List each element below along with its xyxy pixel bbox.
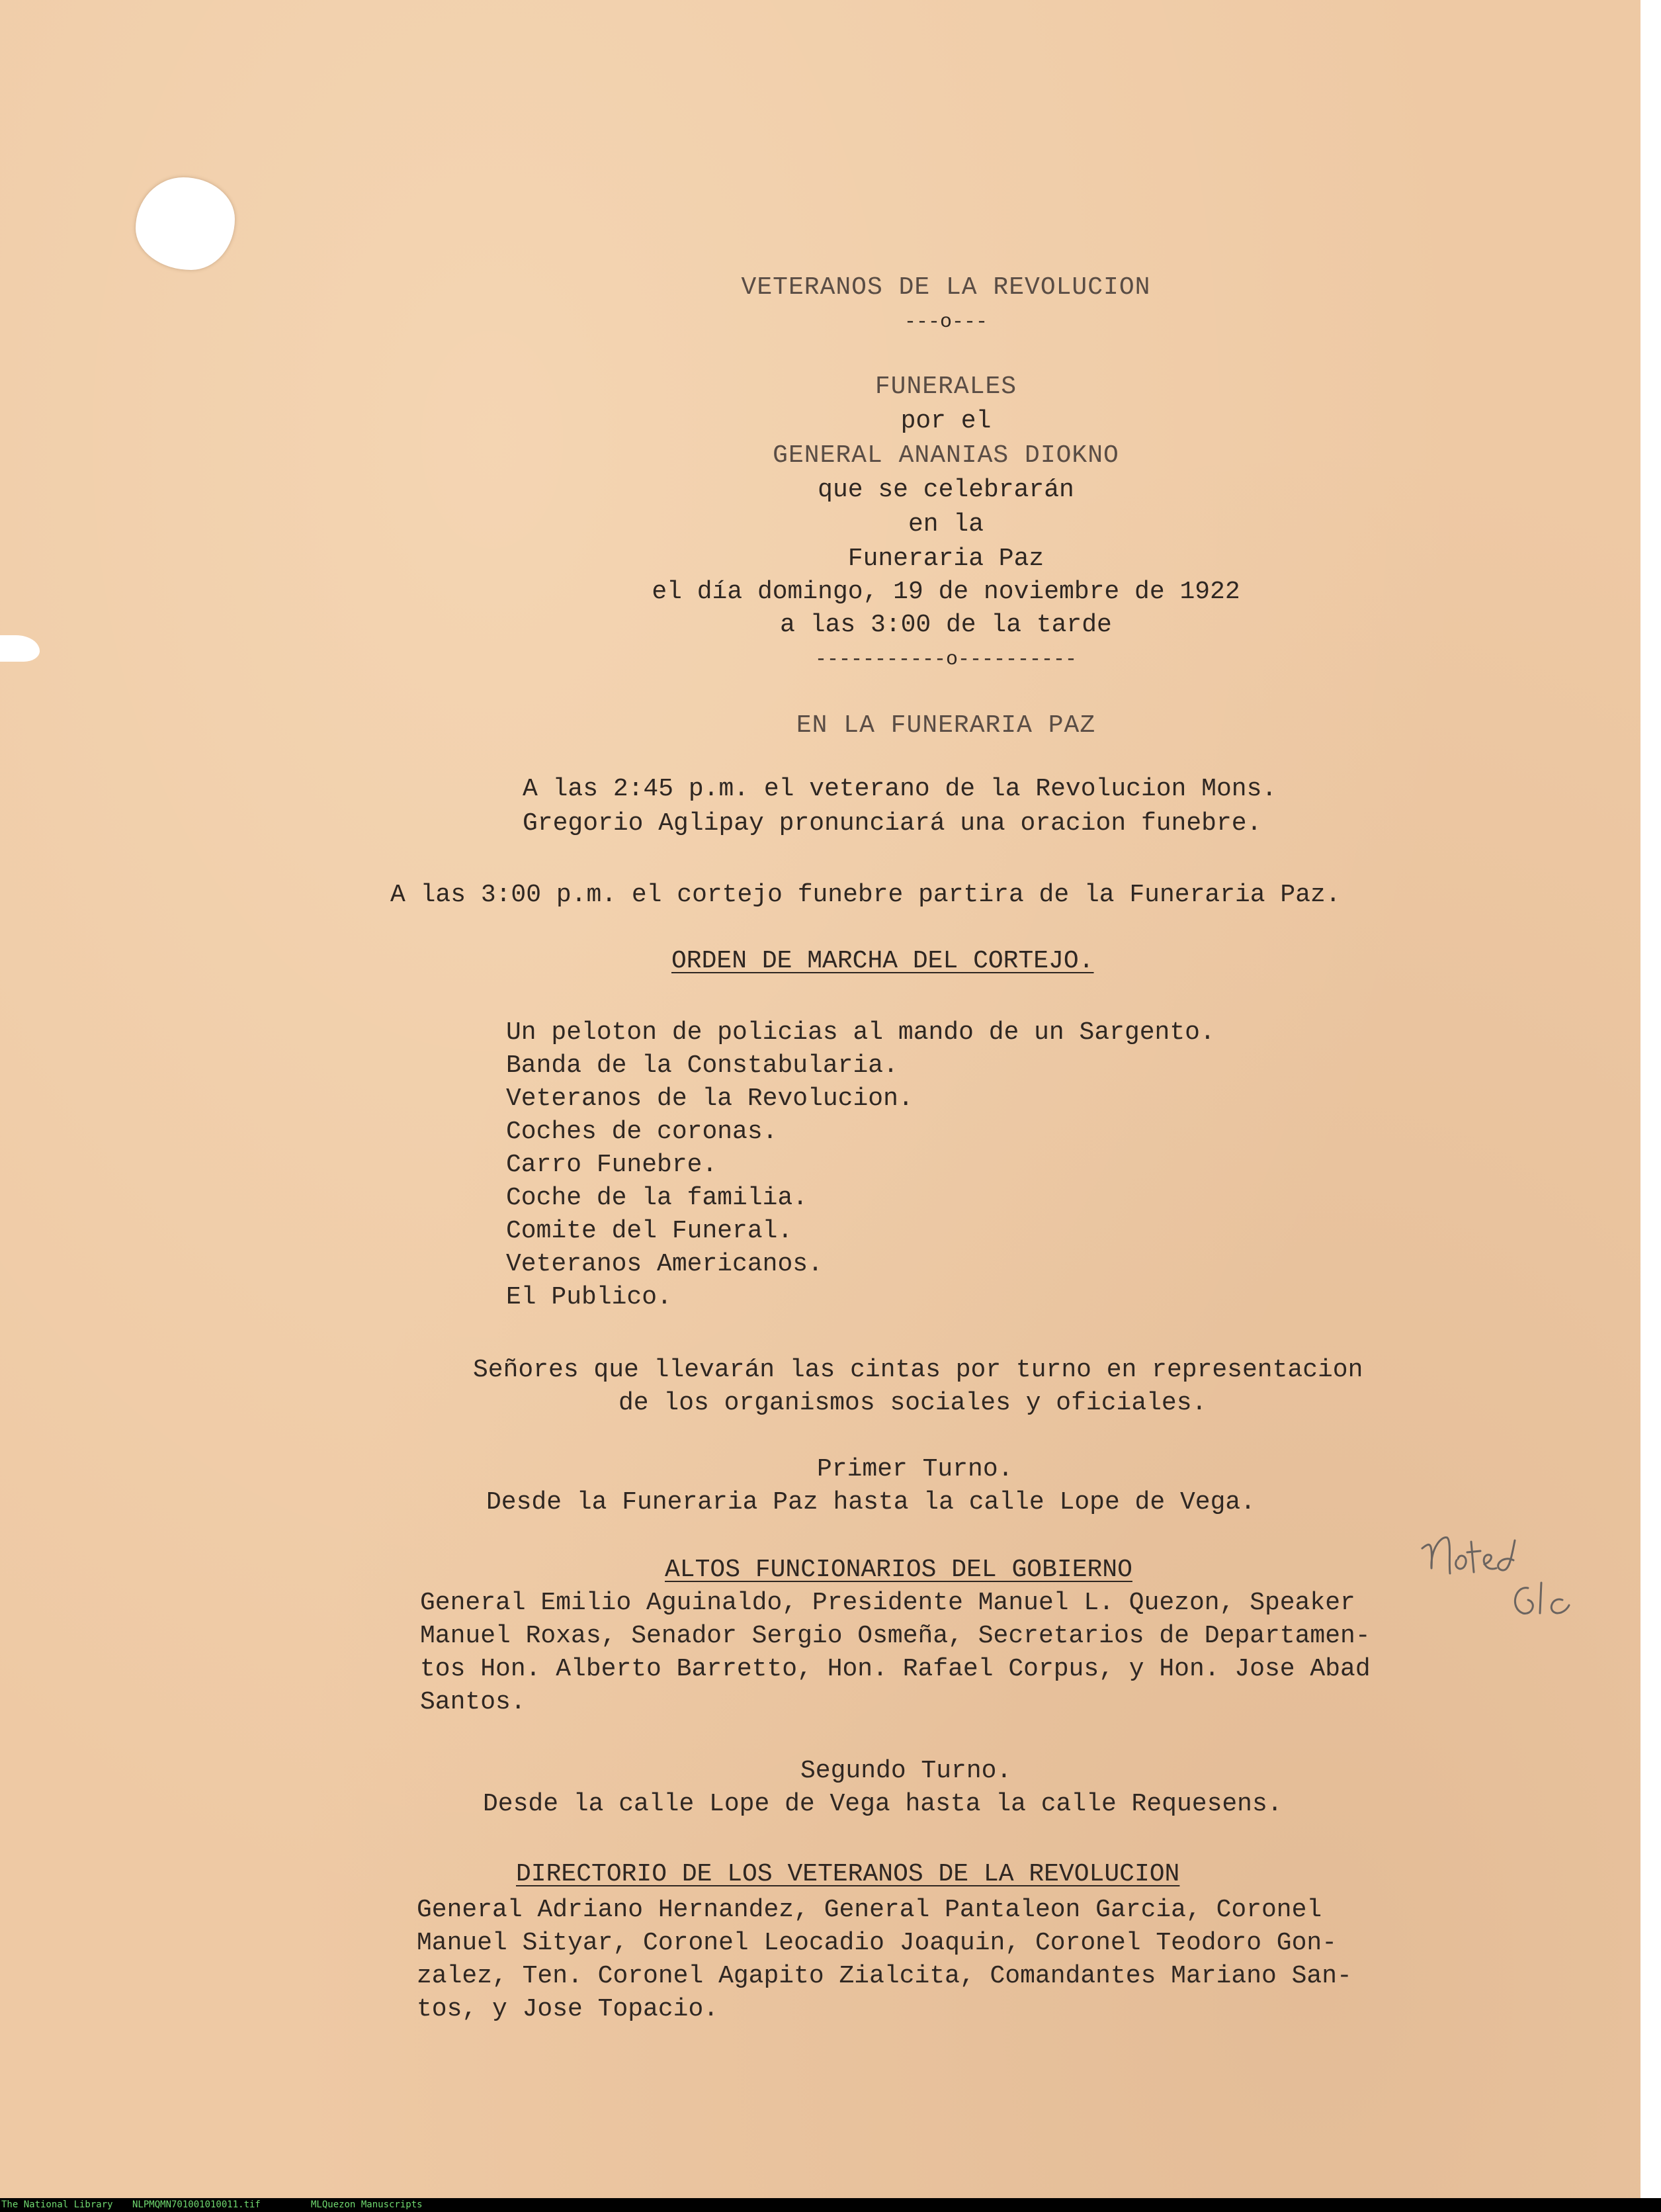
title-funerales: FUNERALES bbox=[874, 373, 1017, 401]
title-en-la: en la bbox=[908, 510, 984, 539]
oracion-line-1: A las 2:45 p.m. el veterano de la Revolucion Mons. bbox=[523, 775, 1277, 803]
orden-item: Carro Funebre. bbox=[506, 1151, 718, 1179]
title-funeraria-paz: Funeraria Paz bbox=[847, 545, 1044, 573]
primer-turno-route: Desde la Funeraria Paz hasta la calle Lope de Vega. bbox=[486, 1488, 1256, 1517]
segundo-turno-line: General Adriano Hernandez, General Pantaleon Garcia, Coronel bbox=[417, 1896, 1322, 1924]
orden-item: Un peloton de policias al mando de un Sargento. bbox=[506, 1018, 1215, 1047]
orden-item: Coche de la familia. bbox=[506, 1184, 808, 1212]
footer-collection: MLQuezon Manuscripts bbox=[311, 2199, 423, 2210]
long-divider: -----------o---------- bbox=[814, 648, 1078, 671]
orden-item: Banda de la Constabularia. bbox=[506, 1051, 898, 1080]
organization-header: VETERANOS DE LA REVOLUCION bbox=[741, 273, 1151, 302]
paper-hole bbox=[136, 177, 235, 270]
orden-item: Veteranos de la Revolucion. bbox=[506, 1084, 914, 1113]
footer-filename: NLPMQMN701001010011.tif bbox=[132, 2199, 261, 2210]
orden-heading: ORDEN DE MARCHA DEL CORTEJO. bbox=[671, 947, 1094, 975]
scan-footer bbox=[0, 2198, 1661, 2212]
segundo-turno-line: zalez, Ten. Coronel Agapito Zialcita, Comandantes Mariano San- bbox=[417, 1962, 1352, 1990]
orden-item: Coches de coronas. bbox=[506, 1118, 778, 1146]
partida-line: A las 3:00 p.m. el cortejo funebre partira de la Funeraria Paz. bbox=[390, 881, 1341, 909]
title-por-el: por el bbox=[900, 407, 992, 435]
primer-turno-title: Primer Turno. bbox=[817, 1455, 1013, 1483]
orden-item: Comite del Funeral. bbox=[506, 1217, 793, 1245]
primer-turno-line: General Emilio Aguinaldo, Presidente Manuel L. Quezon, Speaker bbox=[420, 1589, 1355, 1617]
paper-tear bbox=[0, 635, 40, 662]
cintas-line-1: Señores que llevarán las cintas por turno en representacion bbox=[473, 1356, 1363, 1384]
section-funeraria-heading: EN LA FUNERARIA PAZ bbox=[796, 711, 1096, 740]
segundo-turno-heading: DIRECTORIO DE LOS VETERANOS DE LA REVOLUCION bbox=[516, 1860, 1180, 1888]
segundo-turno-line: Manuel Sityar, Coronel Leocadio Joaquin, Coronel Teodoro Gon- bbox=[417, 1929, 1338, 1957]
primer-turno-line: tos Hon. Alberto Barretto, Hon. Rafael Corpus, y Hon. Jose Abad bbox=[420, 1655, 1371, 1683]
segundo-turno-title: Segundo Turno. bbox=[800, 1757, 1012, 1785]
segundo-turno-line: tos, y Jose Topacio. bbox=[417, 1995, 719, 2023]
cintas-line-2: de los organismos sociales y oficiales. bbox=[618, 1389, 1207, 1417]
orden-item: Veteranos Americanos. bbox=[506, 1250, 823, 1278]
handwritten-note bbox=[1416, 1522, 1588, 1628]
short-divider: ---o--- bbox=[904, 311, 988, 333]
segundo-turno-route: Desde la calle Lope de Vega hasta la calle Requesens. bbox=[483, 1790, 1283, 1818]
footer-library: The National Library bbox=[1, 2199, 113, 2210]
primer-turno-line: Manuel Roxas, Senador Sergio Osmeña, Secretarios de Departamen- bbox=[420, 1622, 1371, 1650]
title-se-celebraran: que se celebrarán bbox=[818, 476, 1074, 504]
title-time: a las 3:00 de la tarde bbox=[780, 611, 1112, 639]
title-date: el día domingo, 19 de noviembre de 1922 bbox=[652, 578, 1240, 606]
orden-item: El Publico. bbox=[506, 1283, 672, 1311]
primer-turno-line: Santos. bbox=[420, 1688, 526, 1716]
title-general-name: GENERAL ANANIAS DIOKNO bbox=[773, 441, 1119, 470]
primer-turno-heading: ALTOS FUNCIONARIOS DEL GOBIERNO bbox=[665, 1556, 1132, 1584]
oracion-line-2: Gregorio Aglipay pronunciará una oracion funebre. bbox=[523, 809, 1262, 838]
